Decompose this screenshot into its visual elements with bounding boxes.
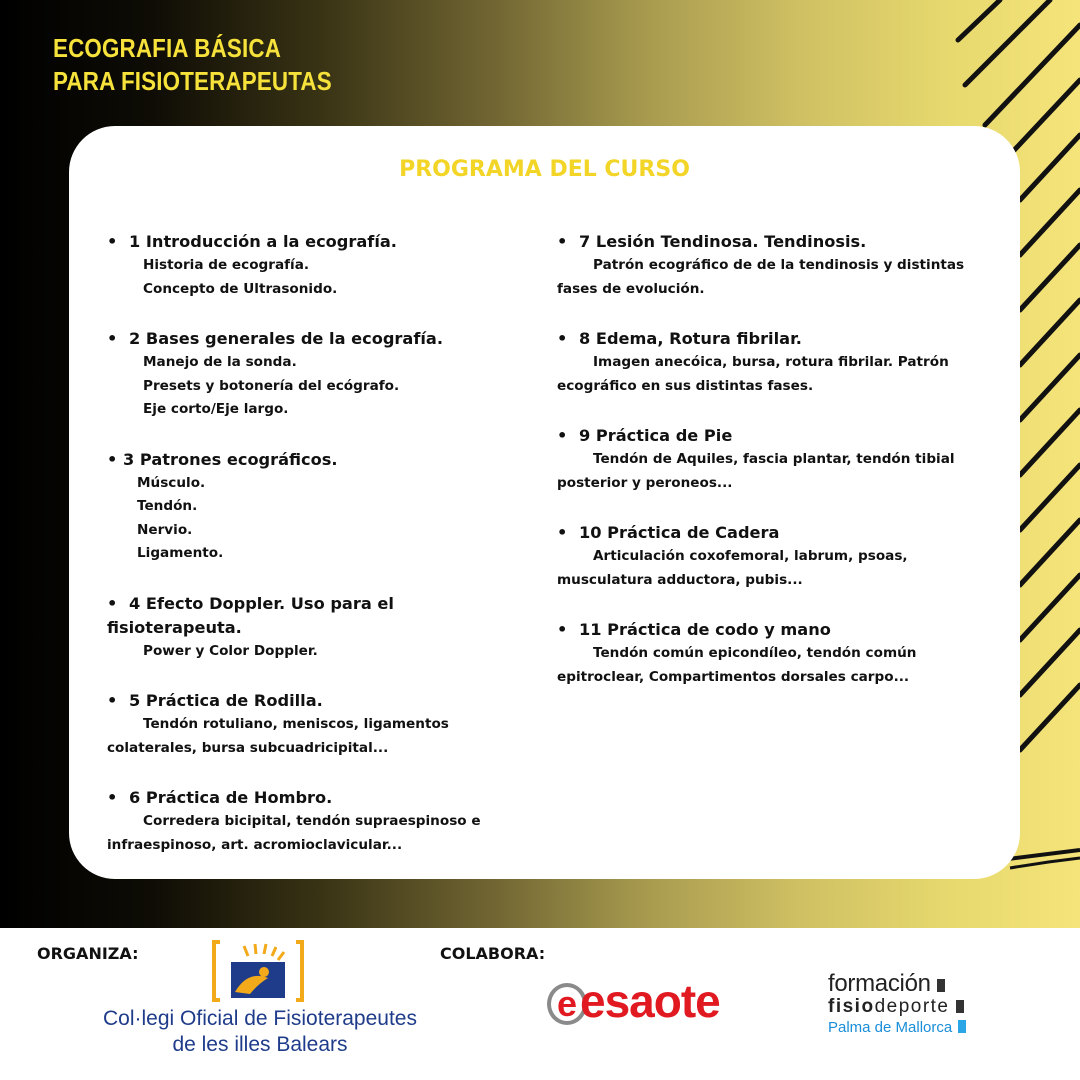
course-title-line1: ECOGRAFIA BÁSICA xyxy=(53,33,282,63)
bullet-icon: • xyxy=(557,426,568,445)
college-logo xyxy=(80,940,440,1080)
program-item-6 xyxy=(107,786,532,857)
program-item-7 xyxy=(557,230,987,301)
program-title: PROGRAMA DEL CURSO xyxy=(399,157,690,182)
item-title: 1 Introducción a la ecografía. xyxy=(129,232,397,251)
item-line: Músculo. xyxy=(137,474,206,491)
bullet-icon: • xyxy=(557,329,568,348)
bullet-icon: • xyxy=(107,329,118,348)
program-column-right xyxy=(557,230,987,715)
item-description: Corredera bicipital, tendón supraespinoso e infraespinoso, art. acromioclavicular... xyxy=(107,813,481,853)
footer xyxy=(0,928,1080,1080)
organiza-label: ORGANIZA: xyxy=(37,944,139,963)
item-title: 6 Práctica de Hombro. xyxy=(129,788,333,807)
college-name-line1: Col·legi Oficial de Fisioterapeutes xyxy=(103,1007,417,1030)
program-item-10 xyxy=(557,521,987,592)
esaote-logo: esaote xyxy=(580,975,720,1027)
program-item-3 xyxy=(107,448,532,566)
square-icon xyxy=(956,1000,964,1013)
college-emblem-icon xyxy=(80,940,440,1004)
item-description: Tendón rotuliano, meniscos, ligamentos colaterales, bursa subcuadricipital... xyxy=(107,716,449,756)
program-item-9 xyxy=(557,424,987,495)
bullet-icon: • xyxy=(107,449,118,469)
item-line: Concepto de Ultrasonido. xyxy=(143,280,338,297)
item-line: Power y Color Doppler. xyxy=(143,642,318,659)
item-title: 9 Práctica de Pie xyxy=(579,426,733,445)
bullet-icon: • xyxy=(557,620,568,639)
item-title: 10 Práctica de Cadera xyxy=(579,523,780,542)
bullet-icon: • xyxy=(557,232,568,251)
item-line: Ligamento. xyxy=(137,545,224,561)
program-card xyxy=(69,126,1020,879)
program-item-2 xyxy=(107,327,532,422)
item-description: Tendón común epicondíleo, tendón común epitroclear, Compartimentos dorsales carpo... xyxy=(557,645,917,685)
ffd-line2-fisio: fisio xyxy=(828,996,875,1017)
program-column-left xyxy=(107,230,532,883)
program-item-8 xyxy=(557,327,987,398)
item-line: Manejo de la sonda. xyxy=(143,354,297,370)
item-line: Nervio. xyxy=(137,521,193,538)
formacion-fisiodeporte-logo xyxy=(828,972,966,1038)
item-title: 4 Efecto Doppler. Uso para el xyxy=(129,593,394,613)
svg-text:e: e xyxy=(556,983,578,1024)
item-description: Articulación coxofemoral, labrum, psoas, musculatura adductora, pubis... xyxy=(557,548,908,588)
college-name-line2: de les illes Balears xyxy=(172,1033,348,1056)
bullet-icon: • xyxy=(107,593,118,613)
colabora-label: COLABORA: xyxy=(440,944,546,963)
program-item-11 xyxy=(557,618,987,689)
item-line: Historia de ecografía. xyxy=(143,257,310,273)
program-item-4 xyxy=(107,592,532,664)
item-line: Eje corto/Eje largo. xyxy=(143,401,289,417)
item-line: Tendón. xyxy=(137,498,198,514)
item-line: Presets y botonería del ecógrafo. xyxy=(143,377,400,394)
item-description: Imagen anecóica, bursa, rotura fibrilar. Patrón ecográfico en sus distintas fases. xyxy=(557,354,949,394)
item-title: 8 Edema, Rotura fibrilar. xyxy=(579,329,802,348)
item-title: 3 Patrones ecográficos. xyxy=(123,449,338,469)
program-item-5 xyxy=(107,689,532,760)
item-title: 11 Práctica de codo y mano xyxy=(579,620,831,639)
ffd-line1: formación xyxy=(828,970,931,997)
square-icon xyxy=(958,1020,966,1033)
item-title-continued: fisioterapeuta. xyxy=(107,617,242,637)
item-description: Patrón ecográfico de de la tendinosis y distintas fases de evolución. xyxy=(557,257,965,297)
item-title: 5 Práctica de Rodilla. xyxy=(129,691,323,710)
course-title-line2: PARA FISIOTERAPEUTAS xyxy=(53,66,332,96)
ffd-line3: Palma de Mallorca xyxy=(828,1019,953,1036)
bullet-icon: • xyxy=(557,523,568,542)
ffd-line2-deporte: deporte xyxy=(874,996,950,1017)
item-title: 2 Bases generales de la ecografía. xyxy=(129,329,443,348)
item-description: Tendón de Aquiles, fascia plantar, tendón tibial posterior y peroneos... xyxy=(557,451,955,491)
square-icon xyxy=(937,979,945,992)
bullet-icon: • xyxy=(107,232,118,251)
bullet-icon: • xyxy=(107,788,118,807)
program-item-1 xyxy=(107,230,532,301)
course-title xyxy=(53,32,332,98)
bullet-icon: • xyxy=(107,691,118,710)
item-title: 7 Lesión Tendinosa. Tendinosis. xyxy=(579,232,867,251)
